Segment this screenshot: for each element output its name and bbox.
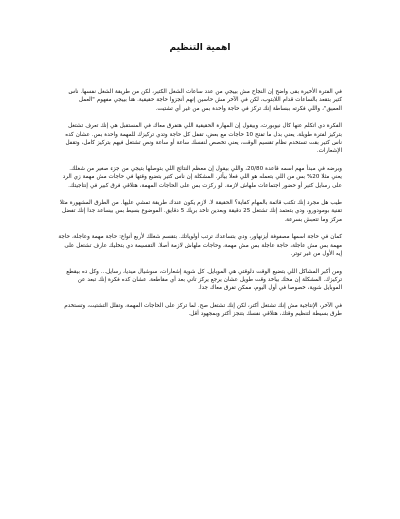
paragraph-5: كمان في حاجة اسمها مصفوفة أيزنهاور، ودي بتساعدك ترتب أولوياتك. بتقسم شغلك لأربع أنواع: حاجة مهمة وعاجلة، حاجة مهمة بس مش عاجلة، حاجة عاجلة بس مش مهمة، وحاجات ملهاش لازمة أصلا. التقسيمة دي بتخليك عارف تشتغل على إيه الأول من غير توتر. (58, 234, 342, 258)
paragraph-7: في الآخر، الإنتاجية مش إنك تشتغل أكتر، لكن إنك تشتغل صح. لما تركز على الحاجات المهمة، وتقلل التشتيت، وتستخدم طرق بسيطة لتنظيم وقتك، هتلاقي نفسك بتنجز أكتر وبمجهود أقل. (64, 302, 342, 318)
paragraph-6: ومن أكبر المشاكل اللي بتضيع الوقت دلوقتي هي الموبايل. كل شوية إشعارات، سوشيال ميديا، رسايل... وكل ده بيقطع تركيزك. المشكلة إن مخك بياخد وقت طويل عشان يرجع يركز تاني بعد أي مقاطعة. عشان كده فكرة إنك تبعد عن الموبايل شوية، خصوصا في أول اليوم، ممكن تفرق معاك جدا. (66, 268, 342, 292)
paragraph-4: طيب هل مجرد إنك تكتب قائمة بالمهام كفاية؟ الحقيقة لا. لازم يكون عندك طريقة تمشي عليها. من الطرق المشهورة مثلا تقنية بومودورو، ودي بتعتمد إنك تشتغل 25 دقيقة وبعدين تاخد بريك 5 دقايق. الموضوع بسيط بس بيساعد جدا إنك تفضل مركز وما تتعبش بسرعة. (59, 200, 342, 223)
paragraph-2: الفكرة دي اتكلم عنها كال نيوبورت، وبيقول إن المهارة الحقيقية اللي هتفرق معاك في المستقبل هي إنك تعرف تشتغل بتركيز لفترة طويلة. يعني بدل ما تفتح 10 حاجات مع بعض، تقفل كل حاجة وتدي تركيزك للمهمة واحدة بس. عشان كده ناس كتير بقت تستخدم نظام تقسيم الوقت، يعني تخصص لنفسك ساعة أو ساعة ونص تشتغل فيهم بتركيز كامل، وتقفل الإشعارات. (65, 123, 342, 155)
document-title: اهمية التنظيم (169, 43, 231, 53)
paragraph-3: وبرضه في مبدأ مهم اسمه قاعدة 20/80، واللي بيقول إن معظم النتائج اللي بتوصلها بتيجي من جزء صغير من شغلك. يعني مثلا 20% بس من اللي بتعمله هو اللي فعلا بيأثر. المشكلة إن ناس كتير بتضيع وقتها في حاجات مش مهمة زي الرد على رسايل كتير أو حضور اجتماعات ملهاش لازمة. لو ركزت بس على الحاجات المهمة، هتلاقي فرق كبير في إنتاجيتك. (62, 165, 342, 189)
paragraph-1: في الفترة الأخيرة بقى واضح إن النجاح مش بييجي من عدد ساعات الشغل الكتير، لكن من طريقة الشغل نفسها. ناس كتير بتقعد بالساعات قدام اللابتوب، لكن في الآخر مش حاسين إنهم أنجزوا حاجة حقيقية. هنا بييجي مفهوم "العمل العميق"، واللي فكرته ببساطة إنك تركز في حاجة واحدة بس من غير أي تشتيت. (68, 89, 342, 112)
